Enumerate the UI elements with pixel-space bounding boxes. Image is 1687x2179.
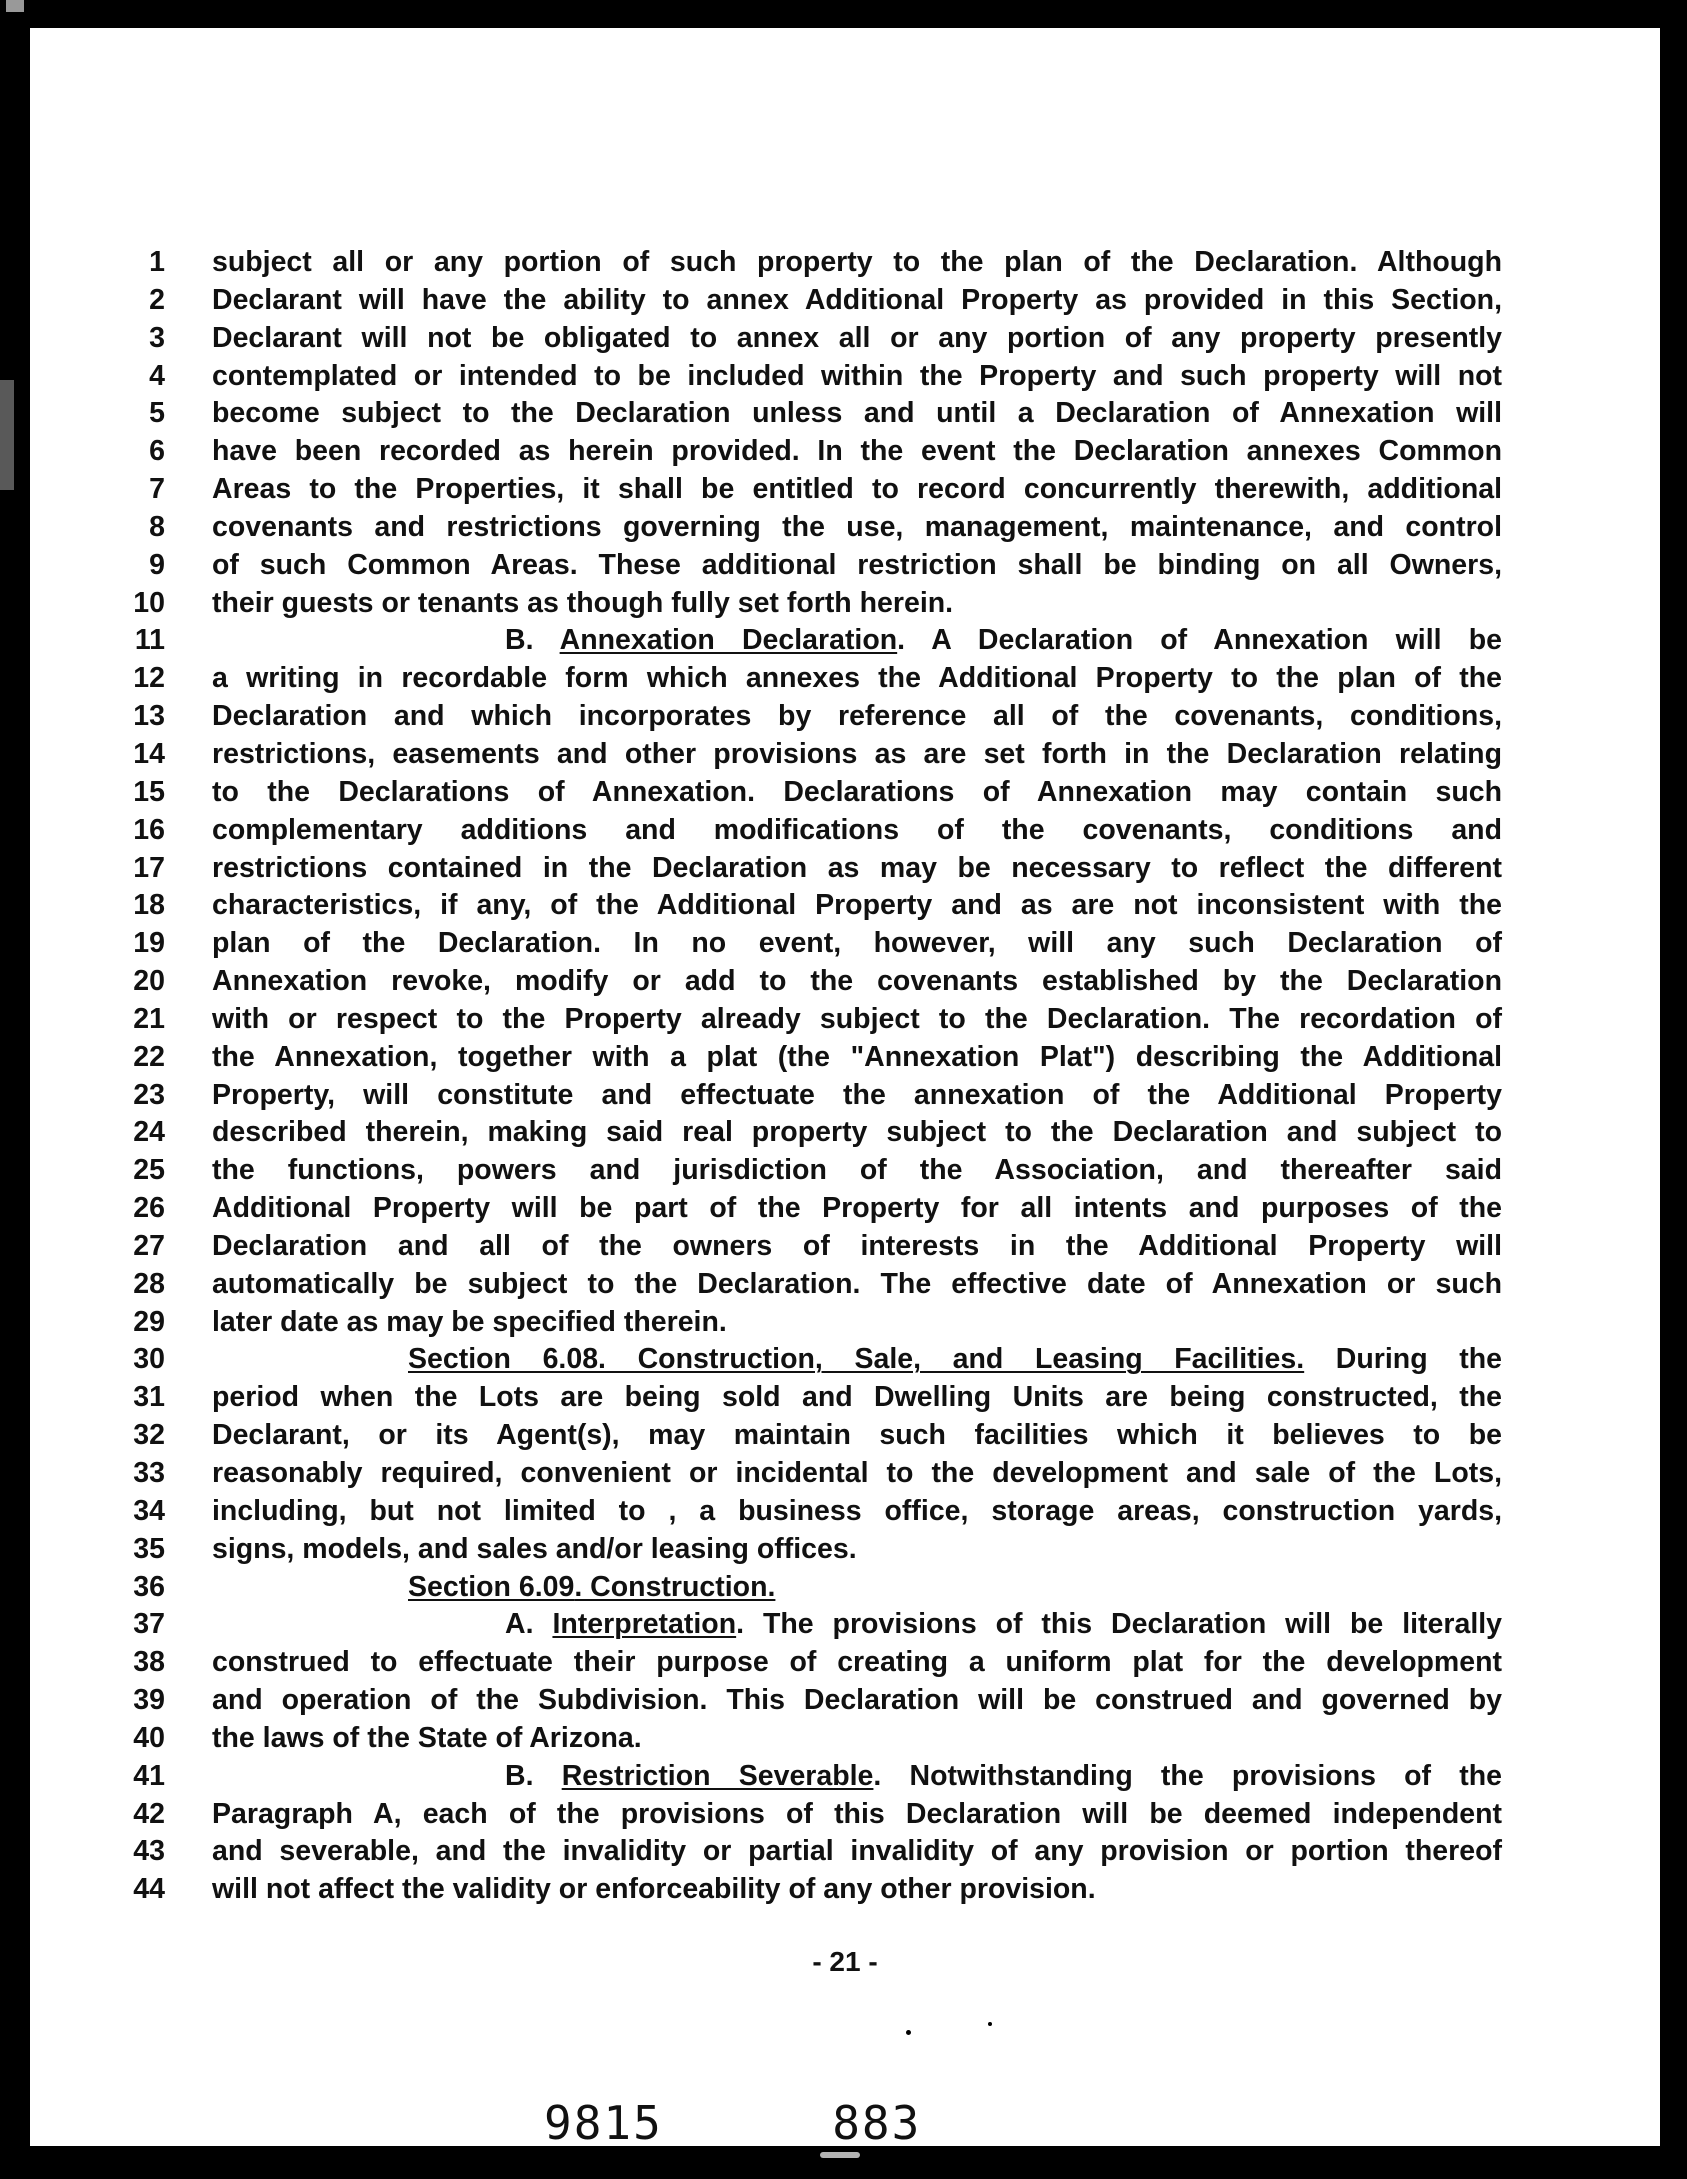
line-6 — [30, 433, 1660, 471]
line-number: 27 — [133, 1229, 165, 1262]
line-number: 5 — [149, 397, 165, 430]
line-number: 6 — [149, 435, 165, 468]
scan-speck — [1678, 58, 1682, 68]
recording-numbers — [544, 2096, 921, 2150]
line-30 — [30, 1341, 1660, 1379]
line-number: 38 — [133, 1646, 165, 1679]
scan-speck — [0, 380, 14, 490]
line-number: 28 — [133, 1267, 165, 1300]
line-text: characteristics, if any, of the Additional Property and as are not inconsistent with the — [212, 889, 1502, 922]
line-number: 39 — [133, 1684, 165, 1717]
line-41 — [30, 1758, 1660, 1796]
line-text: have been recorded as herein provided. In the event the Declaration annexes Common — [212, 435, 1502, 468]
line-text: Additional Property will be part of the Property for all intents and purposes of the — [212, 1192, 1502, 1225]
line-27 — [30, 1228, 1660, 1266]
heading-restriction-severable: Restriction Severable — [561, 1759, 874, 1792]
line-number: 3 — [149, 321, 165, 354]
line-44 — [30, 1871, 1660, 1909]
line-number: 19 — [133, 927, 165, 960]
line-7 — [30, 471, 1660, 509]
line-text: Declarant, or its Agent(s), may maintain such facilities which it believes to be — [212, 1419, 1502, 1452]
line-text: construed to effectuate their purpose of creating a uniform plat for the development — [212, 1646, 1502, 1679]
line-number: 14 — [133, 737, 165, 770]
line-number: 36 — [133, 1570, 165, 1603]
line-text — [505, 1606, 1502, 1644]
line-13 — [30, 698, 1660, 736]
line-37 — [30, 1606, 1660, 1644]
line-33 — [30, 1455, 1660, 1493]
document-page — [30, 28, 1660, 2150]
paragraph-label: B. — [505, 624, 560, 657]
line-number: 44 — [133, 1873, 165, 1906]
line-text: later date as may be specified therein. — [212, 1305, 727, 1338]
line-42 — [30, 1796, 1660, 1834]
line-11 — [30, 622, 1660, 660]
line-text — [505, 1758, 1502, 1796]
line-12 — [30, 660, 1660, 698]
line-text-continued: . A Declaration of Annexation will be — [897, 624, 1502, 657]
line-39 — [30, 1682, 1660, 1720]
line-text: will not affect the validity or enforceability of any other provision. — [212, 1873, 1096, 1906]
line-text: subject all or any portion of such property to the plan of the Declaration. Although — [212, 246, 1502, 278]
line-number: 33 — [133, 1457, 165, 1489]
line-29 — [30, 1304, 1660, 1342]
line-text: Areas to the Properties, it shall be entitled to record concurrently therewith, additional — [212, 473, 1502, 506]
line-21 — [30, 1001, 1660, 1039]
line-text — [408, 1569, 1502, 1607]
line-3 — [30, 320, 1660, 358]
line-text: Declaration and all of the owners of interests in the Additional Property will — [212, 1229, 1502, 1262]
line-number: 29 — [133, 1305, 165, 1338]
line-9 — [30, 547, 1660, 585]
line-31 — [30, 1379, 1660, 1417]
line-number: 37 — [133, 1608, 165, 1641]
line-text: reasonably required, convenient or incidental to the development and sale of the Lots, — [212, 1457, 1502, 1489]
line-number: 10 — [133, 586, 165, 619]
line-number: 2 — [149, 283, 165, 316]
recording-book-number: 9815 — [544, 2096, 663, 2150]
line-19 — [30, 925, 1660, 963]
line-number: 11 — [134, 624, 165, 657]
line-text: Declarant will not be obligated to annex all or any portion of any property presently — [212, 321, 1502, 354]
line-number: 21 — [133, 1002, 165, 1035]
line-text: described therein, making said real property subject to the Declaration and subject to — [212, 1116, 1502, 1149]
line-text — [505, 622, 1502, 660]
line-28 — [30, 1266, 1660, 1304]
line-4 — [30, 358, 1660, 396]
line-text: including, but not limited to , a business office, storage areas, construction yards, — [212, 1494, 1502, 1527]
line-14 — [30, 736, 1660, 774]
line-10 — [30, 585, 1660, 623]
line-40 — [30, 1720, 1660, 1758]
line-number: 13 — [133, 700, 165, 733]
line-number: 31 — [133, 1381, 165, 1414]
page-number: - 21 - — [812, 1946, 878, 1977]
recording-page-number: 883 — [832, 2096, 922, 2150]
line-text: the laws of the State of Arizona. — [212, 1721, 642, 1754]
line-number: 1 — [149, 246, 165, 278]
line-text: Declarant will have the ability to annex Additional Property as provided in this Section, — [212, 283, 1502, 316]
line-35 — [30, 1531, 1660, 1569]
line-text: and operation of the Subdivision. This Declaration will be construed and governed by — [212, 1684, 1502, 1717]
line-number: 16 — [133, 813, 165, 846]
line-text: restrictions contained in the Declaration as may be necessary to reflect the different — [212, 851, 1502, 884]
line-16 — [30, 812, 1660, 850]
line-5 — [30, 395, 1660, 433]
line-38 — [30, 1644, 1660, 1682]
scan-speck — [988, 2022, 992, 2026]
line-number: 24 — [133, 1116, 165, 1149]
line-number: 18 — [133, 889, 165, 922]
line-26 — [30, 1190, 1660, 1228]
line-text: contemplated or intended to be included within the Property and such property will not — [212, 359, 1502, 392]
line-number: 17 — [133, 851, 165, 884]
heading-section-6-09: Section 6.09 — [408, 1570, 575, 1603]
line-text: a writing in recordable form which annexes the Additional Property to the plan of the — [212, 662, 1502, 695]
line-1 — [30, 244, 1660, 282]
heading-interpretation: Interpretation — [552, 1608, 737, 1641]
heading-annexation-declaration: Annexation Declaration — [559, 624, 898, 657]
line-number: 8 — [149, 510, 165, 543]
line-number: 34 — [133, 1494, 165, 1527]
line-text: Declaration and which incorporates by reference all of the covenants, conditions, — [212, 700, 1502, 733]
line-number: 42 — [133, 1797, 165, 1830]
line-text: with or respect to the Property already subject to the Declaration. The recordation of — [212, 1002, 1502, 1035]
line-text: their guests or tenants as though fully set forth herein. — [212, 586, 954, 619]
line-36 — [30, 1569, 1660, 1607]
line-43 — [30, 1833, 1660, 1871]
line-number: 30 — [133, 1343, 165, 1376]
line-number: 23 — [133, 1078, 165, 1111]
line-text: of such Common Areas. These additional restriction shall be binding on all Owners, — [212, 548, 1502, 581]
line-number: 4 — [149, 359, 165, 392]
line-text: restrictions, easements and other provisions as are set forth in the Declaration relating — [212, 737, 1502, 770]
line-number: 43 — [133, 1835, 165, 1868]
line-number: 40 — [133, 1721, 165, 1754]
line-text: Annexation revoke, modify or add to the covenants established by the Declaration — [212, 965, 1502, 998]
line-number: 20 — [133, 965, 165, 998]
line-text-continued: . The provisions of this Declaration will be literally — [736, 1608, 1503, 1641]
line-15 — [30, 774, 1660, 812]
line-text: automatically be subject to the Declaration. The effective date of Annexation or such — [212, 1267, 1502, 1300]
line-text — [408, 1341, 1502, 1379]
line-number: 15 — [133, 775, 165, 808]
line-text-continued: During the — [1304, 1343, 1503, 1376]
line-text: Paragraph A, each of the provisions of this Declaration will be deemed independent — [212, 1797, 1502, 1830]
heading-section-6-08: Section 6.08. Construction, Sale, and Leasing Facilities. — [408, 1343, 1305, 1376]
line-number: 25 — [133, 1154, 165, 1187]
line-number: 32 — [133, 1419, 165, 1452]
line-22 — [30, 1039, 1660, 1077]
line-8 — [30, 509, 1660, 547]
line-number: 26 — [133, 1192, 165, 1225]
line-text: the Annexation, together with a plat (the "Annexation Plat") describing the Additional — [212, 1040, 1502, 1073]
line-text: become subject to the Declaration unless and until a Declaration of Annexation will — [212, 397, 1502, 430]
line-20 — [30, 963, 1660, 1001]
line-number: 22 — [133, 1040, 165, 1073]
line-text: period when the Lots are being sold and Dwelling Units are being constructed, the — [212, 1381, 1502, 1414]
line-number: 35 — [133, 1532, 165, 1565]
paragraph-label: A. — [505, 1608, 553, 1641]
line-number: 12 — [133, 662, 165, 695]
line-text-continued: . Notwithstanding the provisions of the — [873, 1759, 1502, 1792]
line-number: 41 — [133, 1759, 165, 1792]
scan-speck — [6, 0, 24, 12]
line-text: covenants and restrictions governing the use, management, maintenance, and control — [212, 510, 1502, 543]
line-25 — [30, 1152, 1660, 1190]
paragraph-label: B. — [505, 1759, 562, 1792]
body-text — [30, 244, 1660, 1909]
scan-speck — [820, 2152, 860, 2158]
line-text: complementary additions and modifications of the covenants, conditions and — [212, 813, 1502, 846]
line-text: signs, models, and sales and/or leasing offices. — [212, 1532, 857, 1565]
line-number: 9 — [149, 548, 165, 581]
line-34 — [30, 1493, 1660, 1531]
line-24 — [30, 1114, 1660, 1152]
line-text: plan of the Declaration. In no event, however, will any such Declaration of — [212, 927, 1502, 960]
scan-speck — [906, 2030, 911, 2035]
line-23 — [30, 1077, 1660, 1115]
line-text: and severable, and the invalidity or partial invalidity of any provision or portion thereof — [212, 1835, 1502, 1868]
line-32 — [30, 1417, 1660, 1455]
line-17 — [30, 850, 1660, 888]
line-text: Property, will constitute and effectuate the annexation of the Additional Property — [212, 1078, 1502, 1111]
line-number: 7 — [149, 473, 165, 506]
line-18 — [30, 887, 1660, 925]
line-2 — [30, 282, 1660, 320]
heading-construction: . Construction. — [574, 1570, 776, 1603]
line-text: the functions, powers and jurisdiction of the Association, and thereafter said — [212, 1154, 1502, 1187]
line-text: to the Declarations of Annexation. Declarations of Annexation may contain such — [212, 775, 1502, 808]
